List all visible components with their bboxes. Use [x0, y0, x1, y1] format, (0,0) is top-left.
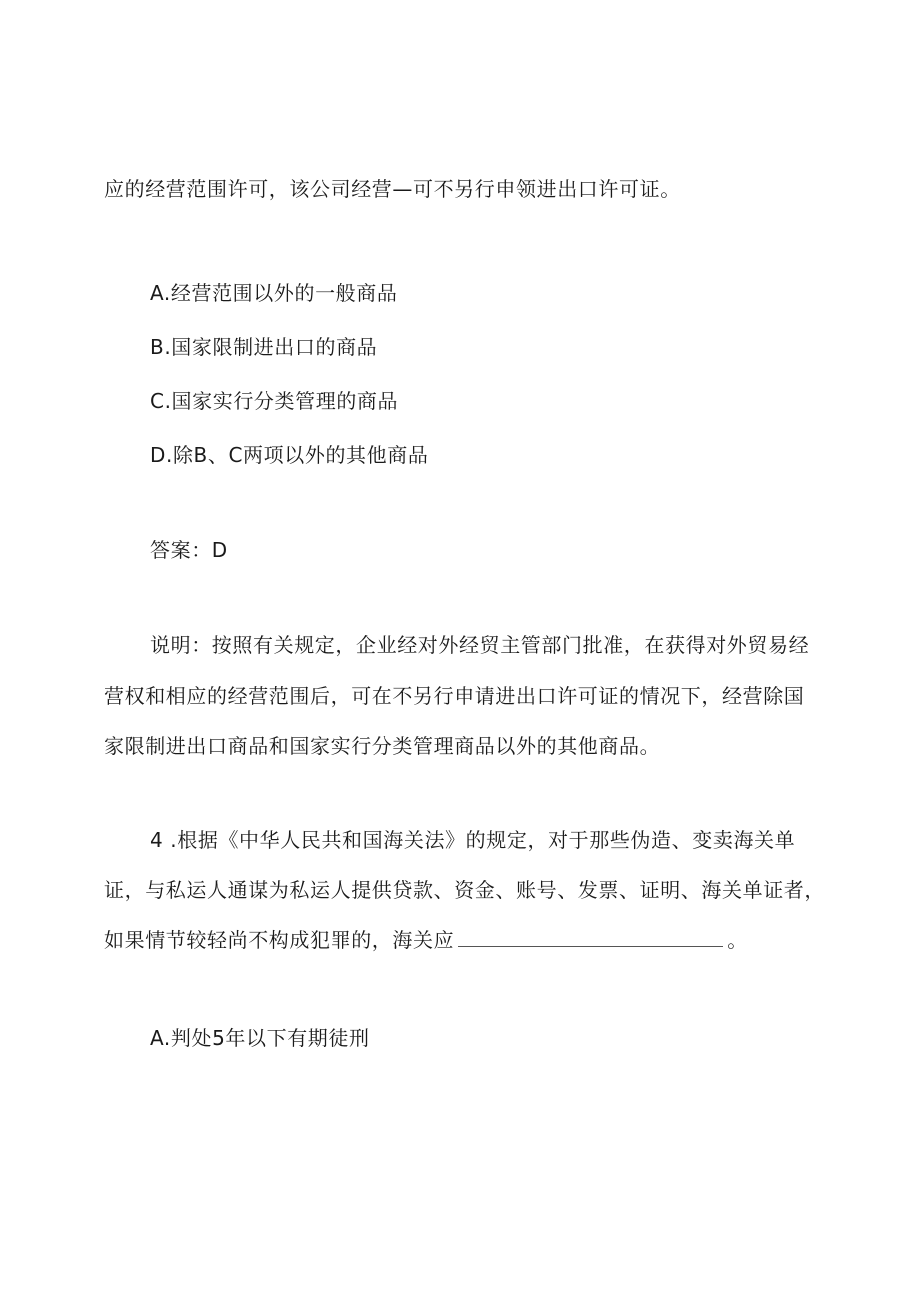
answer-text: 答案：D [150, 538, 228, 562]
question-3-explanation-line-2 [104, 683, 804, 709]
question-text: 证，与私运人通谋为私运人提供贷款、资金、账号、发票、证明、海关单证者， [104, 878, 825, 902]
option-text: D.除B、C两项以外的其他商品 [150, 443, 429, 467]
question-3-option-a [150, 280, 398, 306]
question-3-option-c [150, 388, 398, 414]
explanation-text: 说明：按照有关规定，企业经对外经贸主管部门批准，在获得对外贸易经 [150, 633, 810, 657]
question-3-answer [150, 537, 228, 563]
answer-blank [458, 928, 723, 947]
question-3-explanation-line-1 [150, 632, 809, 658]
option-text: C.国家实行分类管理的商品 [150, 389, 399, 413]
question-text: 如果情节较轻尚不构成犯罪的，海关应 [104, 928, 455, 952]
option-text: B.国家限制进出口的商品 [150, 335, 378, 359]
question-3-option-b [150, 334, 377, 360]
question-text: 4 .根据《中华人民共和国海关法》的规定，对于那些伪造、变卖海关单 [150, 828, 796, 852]
question-3-explanation-line-3 [104, 733, 660, 759]
question-3-stem [104, 176, 681, 202]
question-4-stem-line-3 [104, 927, 748, 953]
explanation-text: 家限制进出口商品和国家实行分类管理商品以外的其他商品。 [104, 734, 661, 758]
question-4-option-a [150, 1025, 370, 1051]
option-text: A.经营范围以外的一般商品 [150, 281, 398, 305]
explanation-text: 营权和相应的经营范围后，可在不另行申请进出口许可证的情况下，经营除国 [104, 684, 805, 708]
option-text: A.判处5年以下有期徒刑 [150, 1026, 370, 1050]
question-4-stem-line-1 [150, 827, 795, 853]
question-text-end: 。 [727, 928, 748, 952]
question-3-stem-text: 应的经营范围许可，该公司经营—可不另行申领进出口许可证。 [104, 177, 681, 201]
question-4-stem-line-2 [104, 877, 825, 903]
question-3-option-d [150, 442, 428, 468]
